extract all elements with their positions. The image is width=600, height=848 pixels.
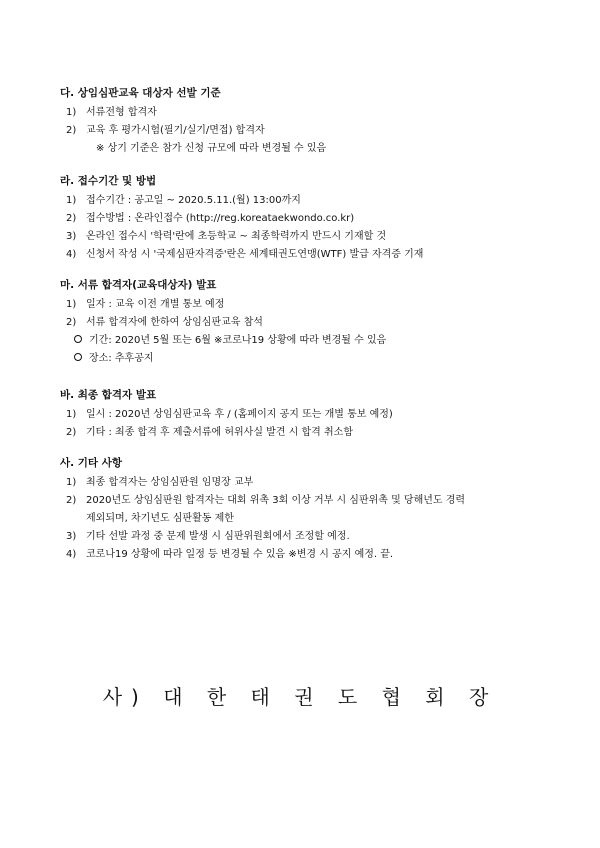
circle-bullet-icon	[74, 335, 82, 343]
item-text: 코로나19 상황에 따라 일정 등 변경될 수 있음 ※변경 시 공지 예정. 끝.	[86, 549, 394, 560]
item-number: 4)	[66, 249, 77, 260]
section-title: 바. 최종 합격자 발표	[60, 389, 157, 401]
item-number: 2)	[66, 213, 77, 224]
item-number: 2)	[66, 495, 77, 506]
section-title: 다. 상임심판교육 대상자 선발 기준	[60, 87, 221, 99]
item-text: 기타 선발 과정 중 문제 발생 시 심판위원회에서 조정할 예정.	[86, 531, 350, 542]
item-text: 일자 : 교육 이전 개별 통보 예정	[86, 299, 225, 310]
note-text: ※ 상기 기준은 참가 신청 규모에 따라 변경될 수 있음	[96, 143, 327, 154]
item-number: 3)	[66, 531, 77, 542]
item-text: 온라인 접수시 '학력'란에 초등학교 ~ 최종학력까지 반드시 기재할 것	[86, 231, 387, 242]
item-text: 서류전형 합격자	[86, 107, 157, 118]
list-item	[60, 528, 560, 546]
bullet-text: 장소: 추후공지	[89, 353, 154, 364]
list-item	[60, 424, 560, 442]
item-number: 1)	[66, 107, 77, 118]
section-title: 사. 기타 사항	[60, 457, 123, 469]
list-item	[60, 104, 560, 122]
item-text: 접수기간 : 공고일 ~ 2020.5.11.(월) 13:00까지	[86, 195, 301, 206]
list-item	[60, 210, 560, 228]
section-title: 마. 서류 합격자(교육대상자) 발표	[60, 279, 217, 291]
list-item	[60, 246, 560, 264]
list-item	[60, 122, 560, 140]
item-text: 교육 후 평가시험(필기/실기/면접) 합격자	[86, 125, 265, 136]
item-number: 2)	[66, 427, 77, 438]
issuer-signature: 사) 대 한 태 권 도 협 회 장	[102, 685, 498, 709]
item-text: 접수방법 : 온라인접수 (http://reg.koreataekwondo.co.kr)	[86, 213, 355, 224]
item-text: 서류 합격자에 한하여 상임심판교육 참석	[86, 317, 263, 328]
section-document-pass-announcement	[60, 278, 560, 368]
item-text: 최종 합격자는 상임심판원 임명장 교부	[86, 477, 254, 488]
list-item	[60, 296, 560, 314]
list-item	[60, 314, 560, 332]
list-item	[60, 192, 560, 210]
item-text: 일시 : 2020년 상임심판교육 후 / (홈페이지 공지 또는 개별 통보 예정)	[86, 409, 393, 420]
section-other-matters	[60, 456, 560, 564]
bullet-text: 기간: 2020년 5월 또는 6월 ※코로나19 상황에 따라 변경될 수 있음	[89, 335, 387, 346]
section-title: 라. 접수기간 및 방법	[60, 175, 157, 187]
item-number: 1)	[66, 299, 77, 310]
item-text: 신청서 작성 시 '국제심판자격증'란은 세계태권도연맹(WTF) 발급 자격증 기재	[86, 249, 424, 260]
circle-bullet-icon	[74, 353, 82, 361]
bullet-item	[60, 350, 560, 368]
item-number: 1)	[66, 477, 77, 488]
item-number: 4)	[66, 549, 77, 560]
section-final-pass-announcement	[60, 388, 560, 442]
continuation-text: 제외되며, 차기년도 심판활동 제한	[86, 513, 234, 524]
item-number: 1)	[66, 195, 77, 206]
item-number: 2)	[66, 125, 77, 136]
list-item	[60, 228, 560, 246]
list-item	[60, 406, 560, 424]
list-item	[60, 546, 560, 564]
section-application-period	[60, 174, 560, 264]
list-item	[60, 474, 560, 492]
bullet-item	[60, 332, 560, 350]
item-number: 2)	[66, 317, 77, 328]
item-number: 3)	[66, 231, 77, 242]
item-number: 1)	[66, 409, 77, 420]
section-selection-criteria	[60, 86, 560, 158]
list-item	[60, 492, 560, 510]
item-text: 기타 : 최종 합격 후 제출서류에 허위사실 발견 시 합격 취소함	[86, 427, 353, 438]
item-text: 2020년도 상임심판원 합격자는 대회 위촉 3회 이상 거부 시 심판위촉 및 당해년도 경력	[86, 495, 466, 506]
